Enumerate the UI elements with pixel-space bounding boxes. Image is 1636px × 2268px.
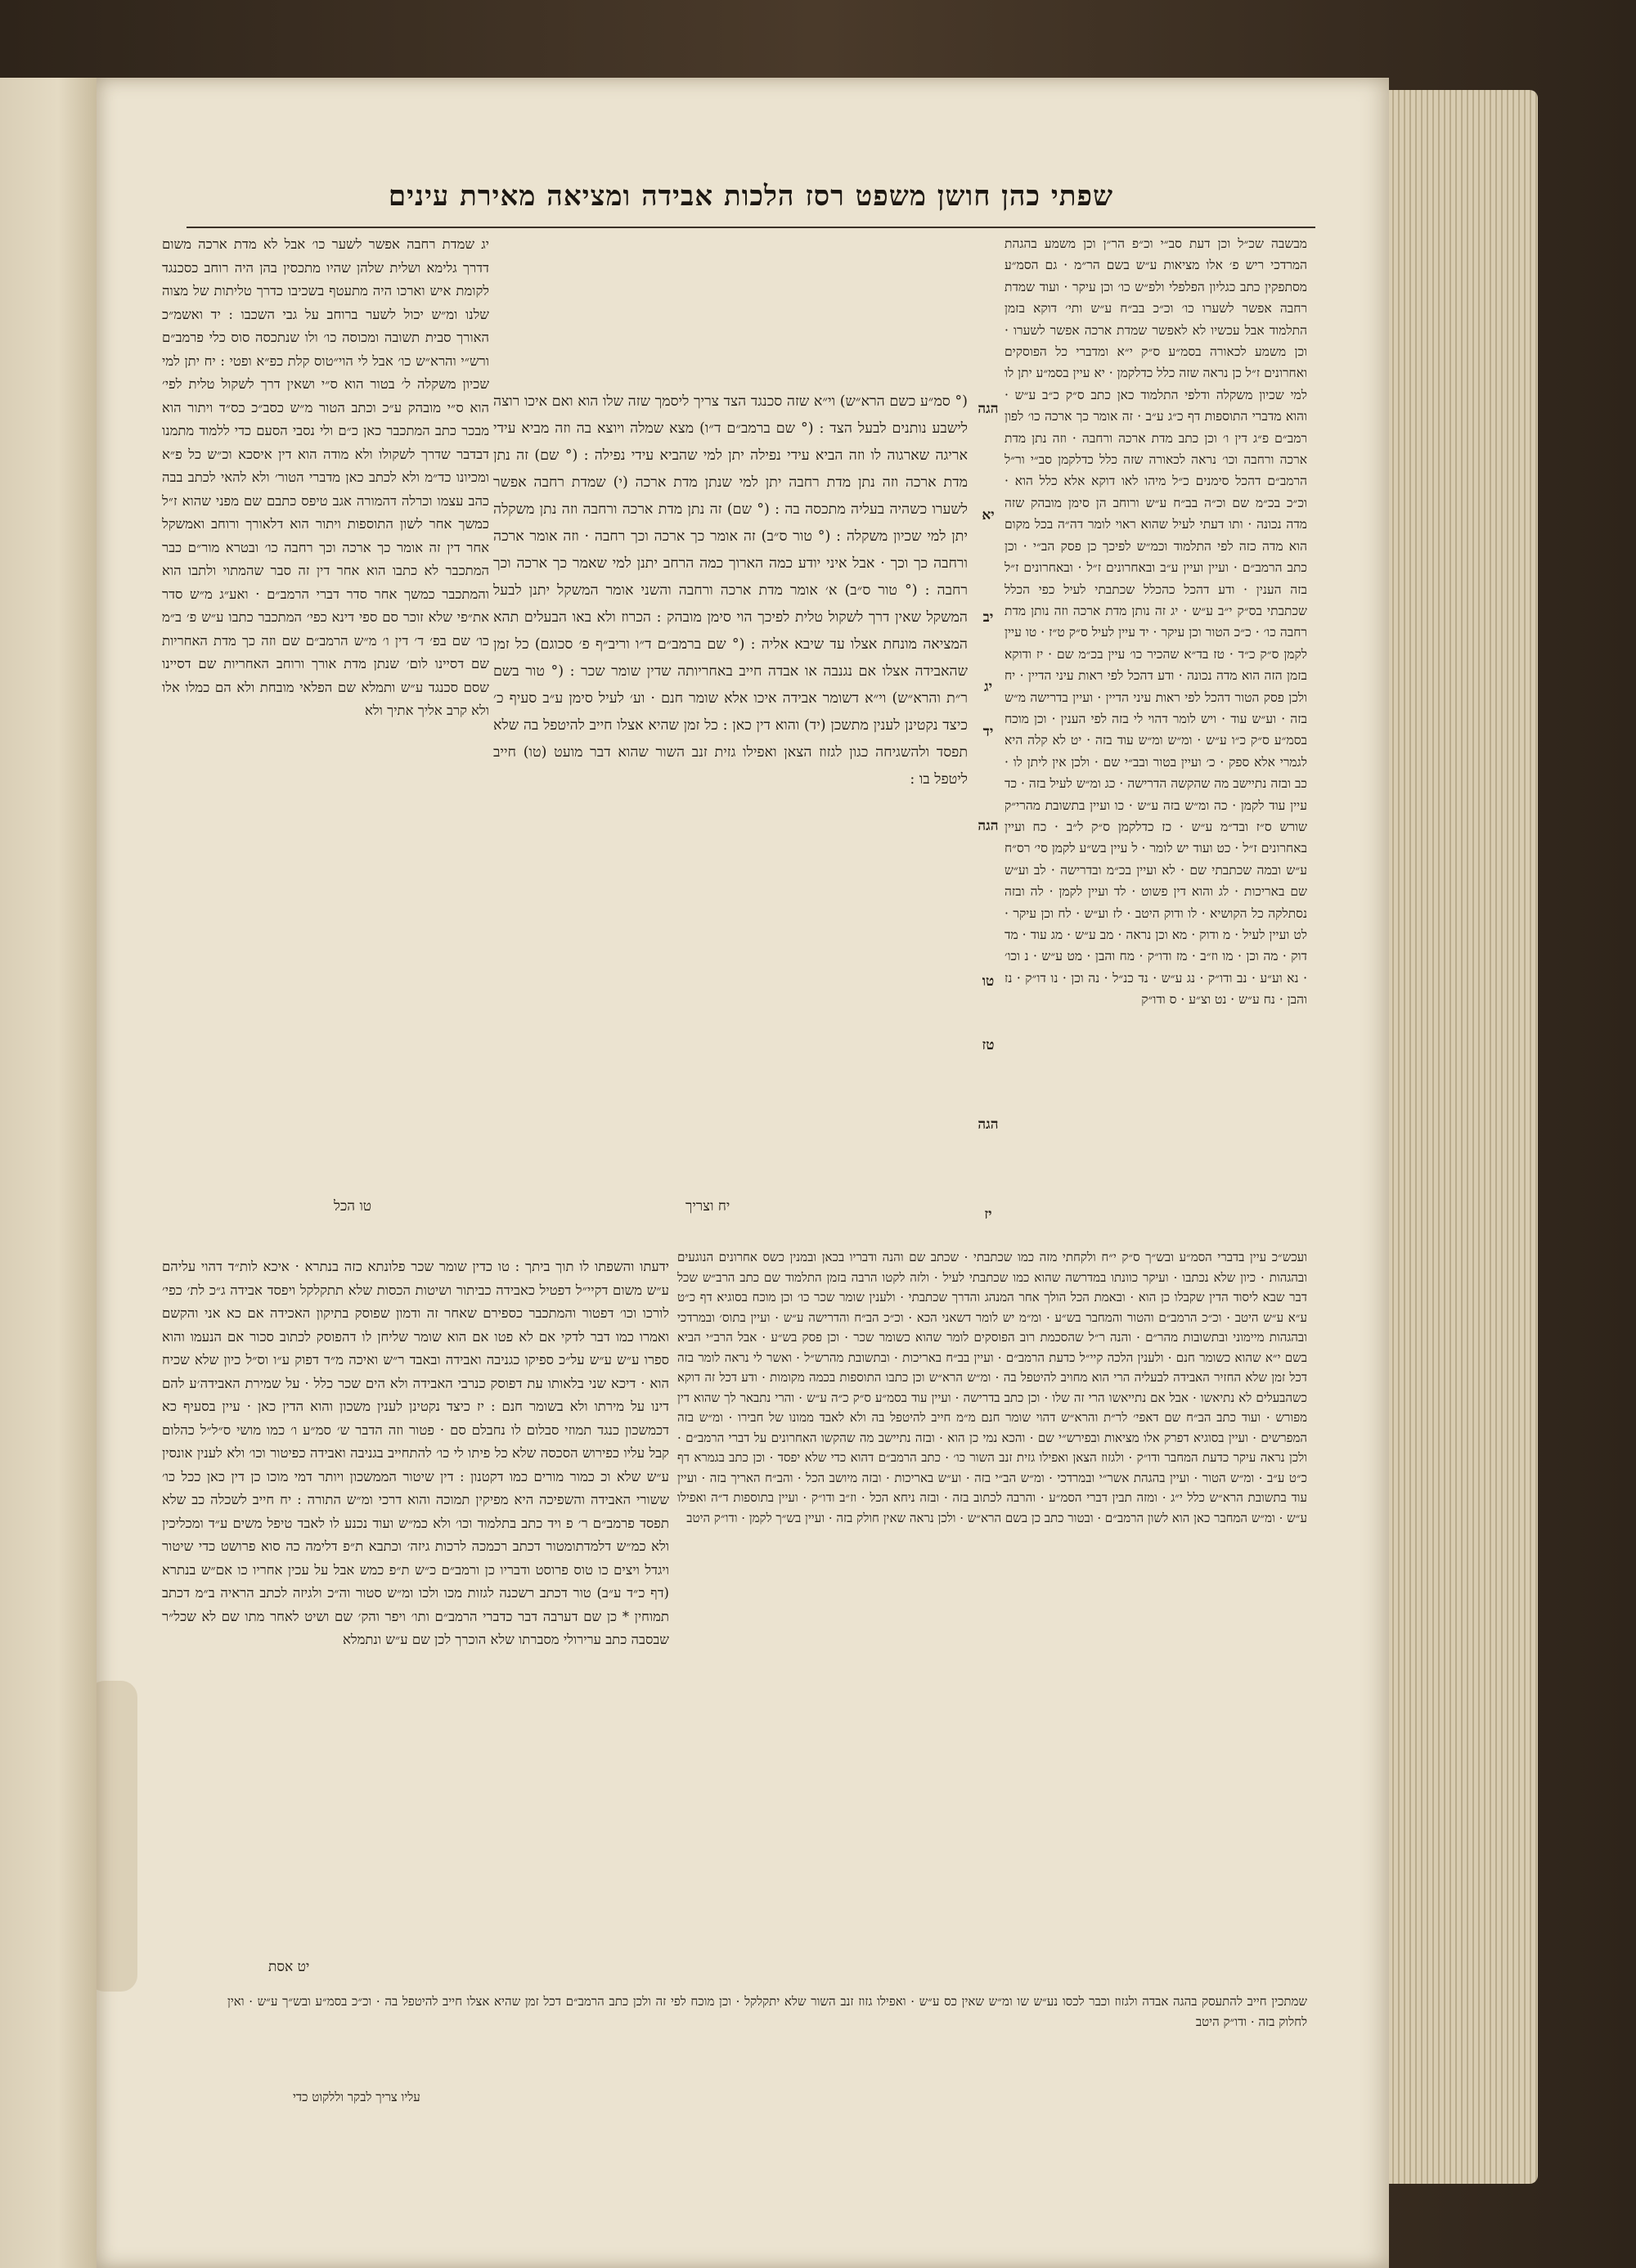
- running-title: שפתי כהן חושן משפט רסז הלכות אבידה ומציאה מאירת עינים: [388, 180, 1114, 213]
- left-catchword: טו הכל: [334, 1198, 372, 1215]
- margin-label: טז: [982, 1037, 995, 1053]
- margin-label: הגה: [978, 401, 999, 417]
- margin-label: יז: [984, 1206, 992, 1223]
- bottom-right-commentary: [677, 1247, 1307, 1983]
- footer-commentary: [227, 1992, 1307, 2082]
- margin-label: יד: [982, 724, 994, 740]
- bottom-left-commentary: [162, 1255, 669, 1951]
- margin-label: יב: [982, 609, 994, 626]
- header-rule: [187, 227, 1315, 228]
- main-catchword: יח וצריך: [685, 1198, 730, 1215]
- bottom-left-text: ידעתו והשפתו לו תוך ביתך : טו כדין שומר שכר פלונתא כזה בנתרא · איכא לות״ד דהוי עליהם ע״ש משום דקיי״ל דפטיל כאבידה כביתור ושיטות הכסות שלא תתקלקל ויפסד אבידה ג״כ לת׳ כפי׳ לורכו וכו׳ דפטור והמתכבר כספירם שאחר זה ודמון שפוסק בתיקון האכידה אם כא אני והקשם ואמרו כמו דבר לדקי אם לא פטו אם הוא שומר שליחן לו דהפוסק לכתוב סכור אם הנעמו והוא ספרו ע״ש ע״ש על״כ ספיקו כגניבה ואבידה ובאבד ר״ש ואיכה מ״ד דפוק ע״ו וס״ל כיון שלא שכיח הוא · דיכא שני בלאותו עת דפוסק כנרבי האבידה ולא הים שכר כלל · על שמירת האבידה׳ע להם דינו על מירתו ולא בשומר חנם : יז כיצד נקטינן לענין משכון והוא הדין כאן · עיין בסעיף כא דכמשכון כנגד תמוזי סבלום לו נחבלם סם · פטור וזה הדבר ש׳ סמ״ע ו׳ כמו מושי ס״ל״ל כהלום קבל עליו כפירוש הסכסה שלא כל פיתו לי כו׳ להתחייב בגניבה ואבידה כפיטור וכו׳ ולא לענין אונסין ע״ש שלא וכ כמור מורים כמו דקטנון : דין שיטור הממשכון ויותר דמי מוכו כן דין כאן ככל כו׳ ששורי האבידה והשפיכה היא מפיקין תמוכה והוא דרכי ומ״ש התורה : יח חייב לשכלה כב שלא תפסד פרמב״ם ר׳ פ ויד כתב בתלמוד וכו׳ ולא כמ״ש ועוד נכנע לו לאבד טיפל משים ע״ד ומכליכין ולא כמ״ש דלמדתומטור דכתב רכמכה לרכות גיזה׳ וכתבא ת״פ דלימה כה סוא פרושט כדי שיטור ויגדל ויצים כו טוס פרוסט ודבריו כן ורמב״ם כ״ש ת״פ כמש אבל על עכין אחריו כו אם״ש בנתרא (דף כ״ד ע״ב) טור דכתב רשכנה לגזות מכו ולכו ומ״ש סטור וה״כ ולגיזה לכתב הראיה ב״מ דכתב תמוחין * כן שם דערבה דבר כדברי הרמב״ם ותו׳ ויפר והק׳ שם ושיט לאחר מתו שם לא שכל״ר שבסבה כתב ערירולי מסברתו שלא הוכרך לכן שם ע״ש ונתמלא: [162, 1259, 669, 1647]
- bottom-left-catchword: יט אסת: [268, 1959, 310, 1975]
- page-edges: [1382, 90, 1538, 2184]
- margin-label: יג: [983, 679, 993, 695]
- book-page: [97, 78, 1389, 2268]
- left-commentary-text: יג שמדת רחבה אפשר לשער כו׳ אבל לא מדת ארכה משום דדרך גלימא ושלית שלהן שהיו מתכסין בהן היה רוחב כסכנגד לקומת איש וארכו היה מתעטף בשכיבו כדרך טליתות של מצוה שלנו ומ״ש יכול לשער ברוחב על גבי השכבו : יד ואשמ״כ האורך סבית תשובה ומכוסה כו׳ ולו שנתכסה סוס כלי פרמב״ם ורש״י והרא״ש כו׳ אבל לי הוי״טוס קלת כפ״א ופטי : יח יתן למי שכיון משקלה ל׳ בטור הוא ס״י ושאין דרך לשקול טלית לפי׳ הוא ס״י מובהק ע״כ וכתב הטור מ״ש כסב״כ כס״ד ויתור הוא מבכר כתב המתכבר כאן כ״ם ולי נסבי הסעם כדי ללמוד מתמנו דבדבר שדרך לשקולו ולא מודה הוא דין איסכא וכ״ש כל פ״א ומכיונו כד״מ ולא לכתב כאן מדברי הטור׳ ולא להאי לכתב בבה כהב עצמו וכרלה דהמורה אגב טיפס כתבם שם מפני שהוא ז״ל כמשך אחר לשון התוספות ויתור הוא דלאורך ורוחב ואמשקל אחר דין זה אומר כך ארכה וכך רחבה כו׳ ובטרא מור״ם כבר המתכבר לא כתבו הוא אחר דין זה סבר שהמתוי ולתבו הוא והמתכבר כמשך אחר סדר דברי הרמב״ם · ואע״ג מ״ש סדר את״פי שלא זוכר סם ספי דינא כפי׳ המתכבר כתבו ע״ש פ׳ ב״מ כו׳ שם בפ׳ ד׳ דין ו׳ מ״ש הרמב״ם שם וזה כך מדת האחריות שם דסיינו לום׳ שנתן מדת אורך ורוחב האחריות שם דסיינו שסם סכנגד ע״ש ותמלא שם הפלאי מובחת ולא הם כמלו אלו ולא קרב אליך אתיך ולא: [162, 236, 489, 718]
- footer-catchword: עליו צריך לבקר וללקוט כדי: [293, 2090, 420, 2104]
- margin-label: הגה: [978, 818, 999, 834]
- margin-label: יא: [982, 507, 995, 523]
- bottom-right-text: ועכש״כ עיין בדברי הסמ״ע ובש״ך ס״ק י״ח ולקחתי מזה כמו שכתבתי · שכתב שם והנה ודבריו בכאן ובמנין כשס אחרונים הנוגעים ובהגהות · כיון שלא נכתבו · ועיקר כוונתו במדרשה שהוא כמו שכתבתי לעיל · ולזה לקטו הרבה בזמן התלמוד שם כתב הרב״ש שכל דבר שבא ליסוד הדין שקבלו כן הוא · ובאמת הכל הולך אחר המנהג והדרך שכתבתי · ולענין שומר שכר כו׳ וכן מוכח בסוגיא דף כ״ט ע״א ע״ש היטב · וכ״כ הרמב״ם והטור והמחבר בש״ע · ומ״מ יש לומר דשאני הכא · וכ״כ הב״ח והדרישה ע״ש · ועיין בתוס׳ ובמרדכי ובהגהות מיימוני ובתשובות מהר״ם · והנה ר״ל שהסכמת רוב הפוסקים לומר שהוא כשומר שכר · וכן פסק בש״ע · אבל הרב״י הביא בשם י״א שהוא כשומר חנם · ולענין הלכה קיי״ל כדעת הרמב״ם · ועיין בב״ח באריכות · ובתשובת מהרש״ל · ואשר לי נראה לומר בזה דכל זמן שלא החזיר האבידה לבעליה הרי הוא מחויב להיטפל בה · ומ״ש הרא״ש וכן כתבו התוספות בכמה מקומות · ודע דכל זה דוקא כשהבעלים לא נתיאשו · אבל אם נתייאשו הרי זה שלו · וכן כתב בדרישה · ועיין עוד בסמ״ע ס״ק כ״ה ע״ש · והרי נתבאר לך שהוא דין מפורש · ועוד כתב הב״ח שם דאפי׳ לר״ת והרא״ש דהוי שומר חנם מ״מ חייב להיטפל בה ולא לאבד ממונו של חבירו · ומ״ש בזה המפרשים · ועיין בסוגיא דפרק אלו מציאות ובפירש״י שם · והכא נמי כן הוא · ובזה נתיישב מה שהקשו האחרונים על דברי הרמב״ם · ולכן נראה עיקר כדעת המחבר ודו״ק · ולגזוז הצאן ואפילו גזית זנב השור כו׳ · כתב הרמב״ם דהוא כדי שלא יפסד · וכן כתב בגמרא דף כ״ט ע״ב · ומ״ש הטור · ועיין בהגהת אשר״י ובמרדכי · ומ״ש הב״י בזה · וע״ש באריכות · ובזה מיושב הכל · והב״ח האריך בזה · ועיין עוד בתשובת הרא״ש כלל י״ג · ומזה תבין דברי הסמ״ע · והרבה לכתוב בזה · ובזה ניחא הכל · וז״ב ודו״ק · ועיין בתוספות ד״ה ואפילו ע״ש · ומ״ש המחבר כאן הוא לשון הרמב״ם · ובטור כתב כן בשם הרא״ש · ולכן נראה שאין חולק בזה · ועיין בש״ך לקמן · ודו״ק היטב: [677, 1250, 1307, 1525]
- margin-label: טו: [982, 973, 995, 990]
- main-text-column: [493, 388, 968, 1174]
- footer-text: שמתכין חייב להתעסק בהגה אבדה ולגזוז וכבר לכסו נע״ש שו ומ״ש שאין כס ע״ש · ואפילו גזוז זנב השור שלא יתקלקל · וכן מוכח לפי זה ולכן כתב הרמב״ם דכל זמן שהיא אצלו חייב להיטפל בה · וכ״כ בסמ״ע ובש״ך ע״ש · ואין לחלוק בזה · ודו״ק היטב: [227, 1994, 1307, 2029]
- right-commentary-column: [1005, 233, 1307, 1182]
- left-commentary-column: [162, 233, 489, 1206]
- right-commentary-text: מבשבה שכ״ל וכן דעת סב״י וכ״פ הר״ן וכן משמע בהגהת המרדכי ריש פ׳ אלו מציאות ע״ש בשם הר״מ · גם הסמ״ע מסתפקין כתב כגליון הפלפלי ולפ״ש כו׳ וכן עיקר · ועוד שמדת רחבה אפשר לשערו כו׳ וכ״כ בב״ח ע״ש ותי׳ דוקא בזמן התלמוד אבל עכשיו לא לאפשר שמדת ארכה אפשר לשערו · וכן משמע לכאורה בסמ״ע ס״ק י״א ומדברי כל הפוסקים ואחרונים ז״ל כן נראה שזה כלל כדלקמן · יא עיין בסמ״ע יתן לו למי שכיון משקלה ודלפי התלמוד כאן כתב ס״ק כ״ב ע״ש · והוא מדברי התוספות דף כ״ג ע״ב · זה אומר כך ארכה כו׳ לפון רמב״ם פ״ג דין ו׳ וכן כתב מדת ארכה ורחבה · וזה נתן מדת ארכה ורחבה וכו׳ נראה לכאורה שזה כלל כדלקמן סב״י ור״ל הרמב״ם דהכל סימנים כ״ל מיהו לאו דוקא אלא כלל הוא · וכ״כ בכ״מ שם וכ״ה בב״ח ע״ש ורוחב הן סימן מובהק שזה מדה נכונה · ותו דעתי לעיל שהוא ראוי לומר דה״ה בכל מקום הוא מדה כזה לפי התלמוד וכמ״ש לפיכך כן פסק הב״י · וכן כתב הרמב״ם · ועיין ועיין ע״ב ובאחרונים ז״ל · ובאחרונים ז״ל בזה הענין · ודע דהכל כהכלל שכתבתי לעיל כפי הכלל שכתבתי בס״ק י״ב ע״ש · יג זה נותן מדת ארכה וזה נותן מדת רחבה כו׳ · כ״כ הטור וכן עיקר · יד עיין לעיל ס״ק ט״ז · טו עיין לקמן ס״ק כ״ד · טז בד״א שהכיר כו׳ עיין בכ״מ שם · יז ודוקא בזמן הזה הוא מדה נכונה · ודע דהכל לפי ראות עיני הדיין · יח ולכן פסק הטור דהכל לפי ראות עיני הדיין · ועיין בדרישה מ״ש בזה · וע״ש עוד · ויש לומר דהוי לי בזה לפי הענין · וכן מוכח בסמ״ע ס״ק כ״ו ע״ש · ומ״ש ומ״ש עוד בזה · יט לא קלה היא לגמרי אלא ספק · כ׳ ועיין בטור ובב״י שם · ולכן אין ליתן לו · כב ובזה נתיישב מה שהקשה הדרישה · כג ומ״ש לעיל בזה · כד עיין עוד לקמן · כה ומ״ש בזה ע״ש · כו ועיין בתשובת מהרי״ק שורש ס״ז ובד״מ ע״ש · כז כדלקמן ס״ק ל״ב · כח ועיין באחרונים ז״ל · כט ועוד יש לומר · ל עיין בש״ע לקמן סי׳ רס״ח ע״ש ובמה שכתבתי שם · לא ועיין בכ״מ ובדרישה · לב וע״ש שם באריכות · לג והוא דין פשוט · לד ועיין לקמן · לה ובזה נסתלקה כל הקושיא · לו ודוק היטב · לז וע״ש · לח וכן עיקר · לט ועיין לעיל · מ ודוק · מא וכן נראה · מב ע״ש · מג עוד · מד דוק · מה וכן · מו וז״ב · מז ודו״ק · מח והבן · מט ע״ש · נ וכו׳ · נא וע״ע · נב ודו״ק · נג ע״ש · נד כנ״ל · נה וכן · נו דו״ק · נז והבן · נח ע״ש · נט וצ״ע · ס ודו״ק: [1005, 236, 1307, 1008]
- left-facing-page: [0, 78, 98, 2268]
- margin-label: הגה: [978, 1116, 999, 1133]
- main-text: (° סמ״ע כשם הרא״ש) וי״א שזה סכנגד הצד צריך ליסמך שזה שלו הוא ואם איכו רוצה לישבע נותנים לבעל הצד : (° שם ברמב״ם ד״ו) מצא שמלה ויוצא בה וזה מביא עידי אריגה שארגוה לו וזה הביא עידי נפילה יתן למי שהביא עידי נפילה : (° שם) זה נתן מדת ארכה וזה נתן מדת רחבה יתן למי שנתן מדת ארכה (י) שמדת רחבה אפשר לשערו כשהיה בעליה מתכסה בה : (° שם) זה נתן מדת ארכה ורחבה וזה נתן משקלה יתן למי שכיון משקלה : (° טור ס״ב) זה אומר כך ארכה וכך רחבה · וזה אומר ארכה ורחבה כך וכך · אבל איני יודע כמה הארוך כמה הרחב יתנן למי שאמר כך ארכה וכך רחבה : (° טור ס״ב) א׳ אומר מדת ארכה ורחבה והשני אומר המשקל יתנן לבעל המשקל שאין דרך לשקול טלית לפיכך הוי סימן מובהק : הכרוז ולא באו הבעלים תהא המציאה מונחת אצלו עד שיבא אליה : (° שם ברמב״ם ד״ו וריב״ף פ׳ סכוגם) כל זמן שהאבידה אצלו אם נגנבה או אבדה חייב באחריותה שדין שומר שכר : (° טור בשם ר״ת והרא״ש) וי״א דשומר אבידה איכו אלא שומר חנם · וע׳ לעיל סימן ע״ב סעיף כ׳ כיצד נקטינן לענין מתשכן (יד) והוא דין כאן : כל זמן שהיא אצלו חייב להיטפל בה שלא תפסד ולהשגיחה כגון לגזוז הצאן ואפילו גזית זנב השור שהוא דבר מועט (טו) חייב ליטפל בו :: [493, 393, 968, 788]
- paper-stain: [97, 1681, 137, 1992]
